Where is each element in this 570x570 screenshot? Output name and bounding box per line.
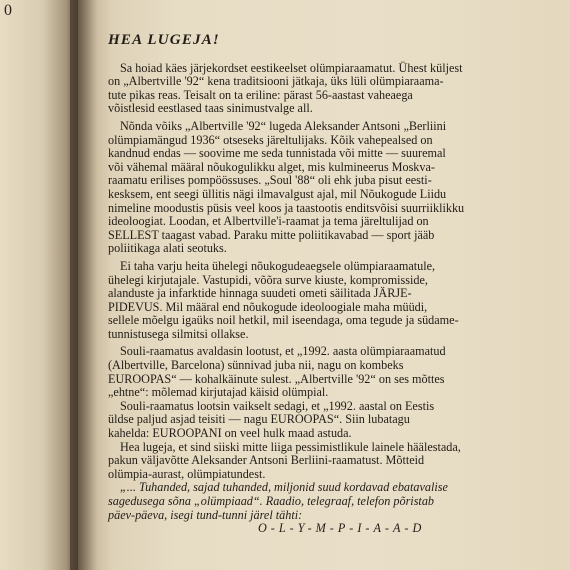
left-page-number: 0 <box>4 2 12 19</box>
text-line: PIDEVUS. Mil määral end nõukogude ideoloogiale maha müüdi, <box>108 299 428 314</box>
text-line: või vähemal määral nõukogulikku alget, mis kulmineerus Moskva- <box>108 159 435 174</box>
text-line: „ehtne“: mõlemad kirjutajad käisid olümpial. <box>108 385 329 400</box>
text-line: EUROOPAS“ — kohalkäinute sulest. „Albertville '92“ on ses mõttes <box>108 371 445 386</box>
text-line: päev-päeva, isegi tund-tunni järel tähti: <box>108 507 303 522</box>
page-heading: HEA LUGEJA! <box>108 32 220 48</box>
gutter-shadow <box>70 0 98 570</box>
text-line: SELLEST taagast vabad. Paraku mitte poliitikavabad — sport jääb <box>108 227 435 242</box>
page-text <box>108 34 528 536</box>
text-line: on „Albertville '92“ kena traditsiooni jätkaja, üks lüli olümpiaraama- <box>108 74 444 89</box>
text-line: kahelda: EUROOPANI on veel hulk maad astuda. <box>108 426 352 441</box>
text-line: alanduste ja infarktide hinnaga suudeti ometi säilitada JÄRJE- <box>108 286 412 301</box>
text-line: (Albertville, Barcelona) sünnivad juba nii, nagu on kombeks <box>108 358 404 373</box>
text-line: sagedusega sõna „olümpiaad“. Raadio, telegraaf, telefon põristab <box>108 494 435 508</box>
text-line: olümpiamängud 1936“ otseseks järeltulijaks. Kõik vahepealsed on <box>108 132 433 147</box>
text-line: Sa hoiad käes järjekordset eestikeelset olümpiaraamatut. Ühest küljest <box>120 60 463 75</box>
text-line: sellele mõelgu igaüks noil hetkil, mil iseendaga, oma tegude ja südame- <box>108 313 459 328</box>
text-line: O-L-Y-M-P-I-A-A-D <box>258 521 426 536</box>
text-line: nimeline moodustis püsis veel koos ja taastootis enditsvõisi suurriiklikku <box>108 200 465 215</box>
text-line: tunnistusega silmitsi ollakse. <box>108 326 249 341</box>
text-line: tute pikas reas. Teisalt on ta eriline: pärast 56-aastast vaheaega <box>108 87 413 102</box>
text-line: võistlesid eestlased taas sinimustvalge all. <box>108 101 313 116</box>
text-line: raamatu erilises pompöössuses. „Soul '88“ oli ehk juba pisut eesti- <box>108 173 432 188</box>
left-page <box>0 0 78 570</box>
text-line: Nõnda võiks „Albertville '92“ lugeda Aleksander Antsoni „Berliini <box>120 118 447 133</box>
text-line: poliitikaga alati seotuks. <box>108 241 227 256</box>
text-line: Souli-raamatus lootsin vaikselt sedagi, et „1992. aastal on Eestis <box>120 398 435 413</box>
text-line: Hea lugeja, et sind siiski mitte liiga pessimistlikule lainele häälestada, <box>120 439 461 454</box>
text-line: kandnud endas — soovime me seda tunnistada või mitte — suuremal <box>108 146 446 161</box>
text-line: olümpia-aurast, olümpiatundest. <box>108 466 266 481</box>
text-line: ühelegi kirjutajale. Vastupidi, võõra surve kiuste, kompromisside, <box>108 272 428 287</box>
text-line: Souli-raamatus avaldasin lootust, et „1992. aasta olümpiaraamatud <box>120 344 446 359</box>
text-line: pakun väljavõtte Aleksander Antsoni Berliini-raamatust. Mõtteid <box>108 453 425 468</box>
text-line: „... Tuhanded, sajad tuhanded, miljonid suud kordavad ebatavalise <box>120 480 448 495</box>
text-line: Ei taha varju heita ühelegi nõukogudeaegsele olümpiaraamatule, <box>120 258 436 273</box>
text-line: kesksem, ent seegi üllitis nägi ilmavalgust ajal, mil Nõukogude Liidu <box>108 186 447 201</box>
text-line: ideoloogiat. Loodan, et Albertville'i-raamat ja tema järeltulijad on <box>108 214 429 229</box>
text-line: üldse paljud asjad teisiti — nagu EUROOPAS“. Siin lubatagu <box>108 412 410 427</box>
body-text <box>108 62 528 536</box>
